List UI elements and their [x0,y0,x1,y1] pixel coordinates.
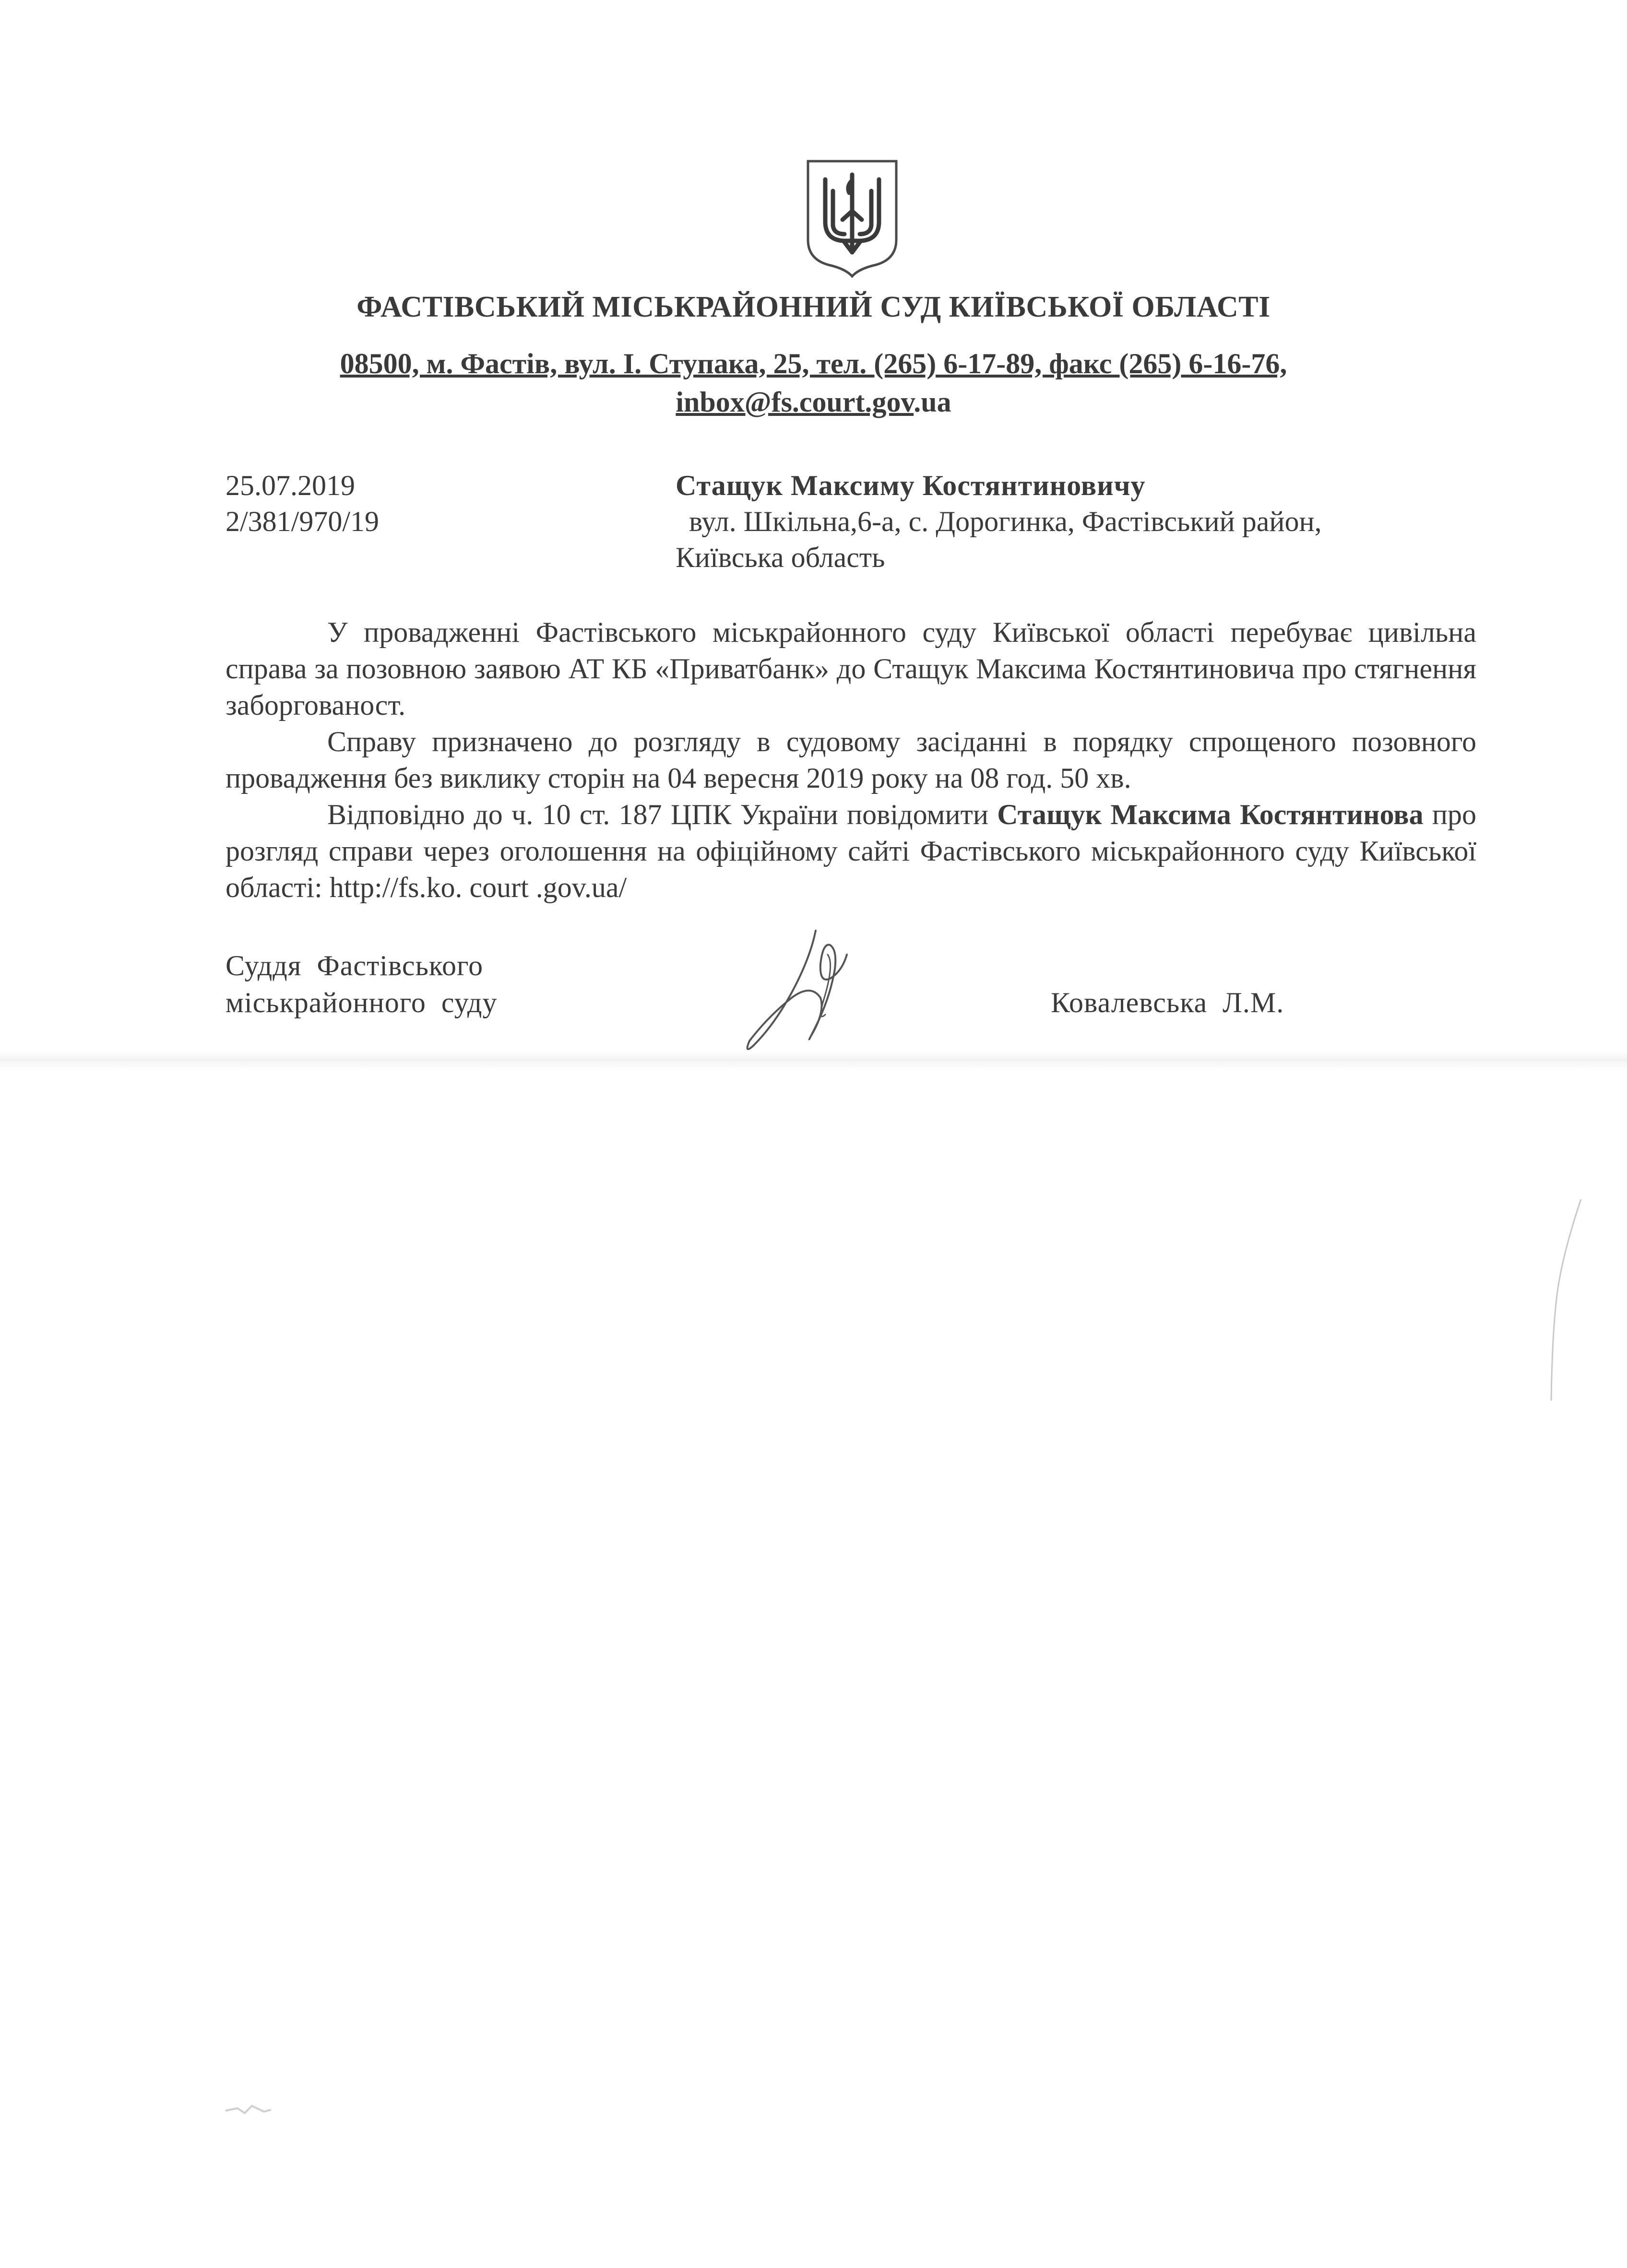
recipient-block [676,468,1443,576]
judge-name: Ковалевська Л.М. [1051,987,1284,1018]
court-email-link[interactable]: inbox@fs.court.gov [676,386,914,418]
body-paragraph-3 [226,796,1476,906]
body-paragraph-2: Справу призначено до розгляду в судовому засіданні в порядку спрощеного позовного провадження без виклику сторін на 04 вересня 2019 року на 08 год. 50 хв. [226,726,1476,794]
judge-title-line1: Суддя Фастівського [226,950,484,981]
court-email-tail: .ua [914,386,951,418]
defendant-name-bold: Стащук Максима Костянтинова [997,799,1424,830]
body-paragraph-3-start: Відповідно до ч. 10 ст. 187 ЦПК України повідомити [327,799,998,830]
letter-body [226,614,1476,906]
scan-speck-mark [223,2096,276,2125]
court-name-heading: ФАСТІВСЬКИЙ МІСЬКРАЙОННИЙ СУД КИЇВСЬКОЇ ОБЛАСТІ [356,291,1271,323]
body-paragraph-3-end: про розгляд справи через оголошення на офіційному сайті Фастівського міськрайонного суду Київської області: http://fs.ko. court .gov.ua/ [226,799,1477,903]
court-address-line: 08500, м. Фастів, вул. І. Ступака, 25, тел. (265) 6-17-89, факс (265) 6-16-76, [340,348,1287,379]
court-contact-block [0,344,1627,421]
body-paragraph-1: У провадженні Фастівського міськрайонного суду Київської області перебуває цивільна справа за позовною заявою АТ КБ «Приватбанк» до Стащук Максима Костянтиновича про стягнення заборгованост. [226,616,1476,721]
judge-title-line2: міськрайонного суду [226,987,498,1018]
letter-date: 25.07.2019 [226,470,355,501]
recipient-address-line2: Київська область [676,542,885,573]
recipient-name: Стащук Максиму Костянтиновичу [676,470,1146,501]
judge-title [226,947,497,1021]
handwritten-signature-icon [739,926,883,1055]
recipient-address-line1: вул. Шкільна,6-а, с. Дорогинка, Фастівський район, [689,506,1322,537]
case-number: 2/381/970/19 [226,506,380,537]
coat-of-arms-trident-icon [805,158,899,278]
scan-edge-mark [1547,1199,1586,1401]
letter-meta [226,468,379,540]
